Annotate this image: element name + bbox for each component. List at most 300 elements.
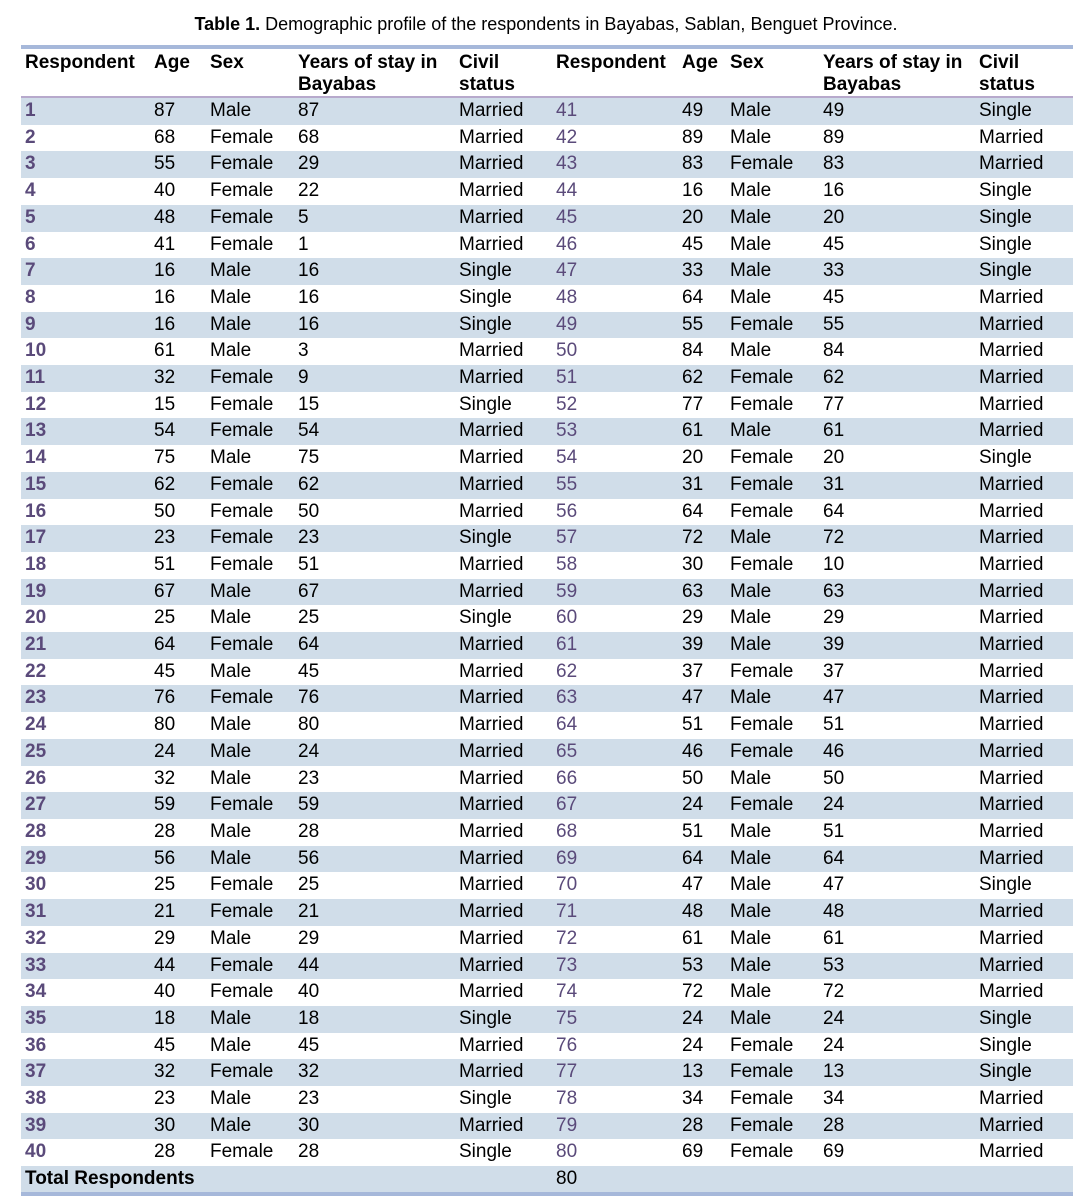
- table-row: [21, 445, 1073, 472]
- cell-age: 18: [150, 1006, 206, 1033]
- cell-sex: Female: [206, 499, 294, 526]
- cell-respondent: 41: [552, 97, 678, 125]
- cell-years: 63: [819, 579, 975, 606]
- cell-respondent: 16: [21, 499, 150, 526]
- table-row: [21, 499, 1073, 526]
- cell-age: 64: [678, 499, 726, 526]
- cell-years: 16: [294, 312, 455, 339]
- table-row: [21, 1059, 1073, 1086]
- cell-years: 72: [819, 979, 975, 1006]
- cell-respondent: 51: [552, 365, 678, 392]
- cell-age: 84: [678, 338, 726, 365]
- cell-respondent: 5: [21, 205, 150, 232]
- cell-years: 28: [294, 1139, 455, 1166]
- cell-years: 84: [819, 338, 975, 365]
- cell-civil: Married: [455, 899, 552, 926]
- cell-civil: Single: [455, 258, 552, 285]
- cell-age: 33: [678, 258, 726, 285]
- cell-years: 76: [294, 685, 455, 712]
- cell-sex: Male: [726, 979, 819, 1006]
- header-age-right: Age: [678, 49, 726, 97]
- cell-respondent: 32: [21, 926, 150, 953]
- cell-years: 10: [819, 552, 975, 579]
- cell-age: 40: [150, 178, 206, 205]
- cell-respondent: 25: [21, 739, 150, 766]
- cell-age: 55: [678, 312, 726, 339]
- cell-respondent: 61: [552, 632, 678, 659]
- table-row: [21, 525, 1073, 552]
- cell-years: 75: [294, 445, 455, 472]
- cell-respondent: 27: [21, 792, 150, 819]
- cell-sex: Female: [726, 445, 819, 472]
- cell-sex: Female: [726, 392, 819, 419]
- cell-sex: Male: [206, 312, 294, 339]
- table-row: [21, 178, 1073, 205]
- cell-sex: Male: [206, 445, 294, 472]
- cell-respondent: 71: [552, 899, 678, 926]
- cell-respondent: 20: [21, 605, 150, 632]
- cell-respondent: 17: [21, 525, 150, 552]
- cell-age: 16: [150, 285, 206, 312]
- cell-civil: Married: [975, 1113, 1073, 1140]
- cell-respondent: 76: [552, 1033, 678, 1060]
- cell-sex: Female: [206, 685, 294, 712]
- cell-respondent: 62: [552, 659, 678, 686]
- cell-sex: Female: [726, 1139, 819, 1166]
- cell-respondent: 11: [21, 365, 150, 392]
- cell-years: 67: [294, 579, 455, 606]
- cell-civil: Married: [455, 418, 552, 445]
- cell-respondent: 45: [552, 205, 678, 232]
- cell-respondent: 7: [21, 258, 150, 285]
- cell-civil: Married: [455, 97, 552, 125]
- cell-civil: Married: [455, 232, 552, 259]
- cell-years: 50: [294, 499, 455, 526]
- cell-years: 64: [294, 632, 455, 659]
- cell-years: 44: [294, 953, 455, 980]
- cell-civil: Married: [975, 685, 1073, 712]
- cell-sex: Female: [726, 1059, 819, 1086]
- cell-years: 69: [819, 1139, 975, 1166]
- cell-sex: Male: [206, 819, 294, 846]
- cell-sex: Male: [726, 579, 819, 606]
- cell-sex: Male: [726, 872, 819, 899]
- cell-sex: Female: [206, 632, 294, 659]
- cell-respondent: 30: [21, 872, 150, 899]
- table-row: [21, 418, 1073, 445]
- cell-age: 24: [678, 1033, 726, 1060]
- cell-civil: Married: [975, 338, 1073, 365]
- cell-sex: Male: [206, 1113, 294, 1140]
- cell-respondent: 47: [552, 258, 678, 285]
- cell-age: 29: [150, 926, 206, 953]
- cell-civil: Married: [975, 899, 1073, 926]
- cell-respondent: 73: [552, 953, 678, 980]
- cell-age: 47: [678, 872, 726, 899]
- cell-sex: Female: [726, 1086, 819, 1113]
- cell-respondent: 6: [21, 232, 150, 259]
- cell-years: 16: [294, 258, 455, 285]
- cell-respondent: 44: [552, 178, 678, 205]
- cell-sex: Female: [726, 792, 819, 819]
- total-row: [21, 1166, 1073, 1194]
- cell-respondent: 35: [21, 1006, 150, 1033]
- cell-age: 28: [678, 1113, 726, 1140]
- cell-age: 87: [150, 97, 206, 125]
- cell-respondent: 40: [21, 1139, 150, 1166]
- cell-age: 55: [150, 151, 206, 178]
- table-row: [21, 712, 1073, 739]
- cell-respondent: 22: [21, 659, 150, 686]
- cell-sex: Female: [206, 472, 294, 499]
- cell-sex: Female: [726, 552, 819, 579]
- cell-years: 25: [294, 872, 455, 899]
- table-row: [21, 766, 1073, 793]
- cell-years: 48: [819, 899, 975, 926]
- cell-years: 29: [294, 151, 455, 178]
- cell-civil: Married: [455, 499, 552, 526]
- cell-sex: Male: [726, 525, 819, 552]
- cell-sex: Male: [206, 766, 294, 793]
- cell-sex: Male: [206, 659, 294, 686]
- cell-respondent: 67: [552, 792, 678, 819]
- cell-civil: Married: [455, 445, 552, 472]
- cell-sex: Female: [726, 365, 819, 392]
- cell-age: 39: [678, 632, 726, 659]
- cell-sex: Male: [726, 232, 819, 259]
- cell-respondent: 26: [21, 766, 150, 793]
- cell-sex: Male: [726, 632, 819, 659]
- cell-age: 51: [678, 819, 726, 846]
- cell-civil: Married: [975, 365, 1073, 392]
- cell-years: 32: [294, 1059, 455, 1086]
- cell-respondent: 13: [21, 418, 150, 445]
- demographic-table: [21, 45, 1073, 1196]
- table-row: [21, 232, 1073, 259]
- cell-years: 34: [819, 1086, 975, 1113]
- cell-sex: Female: [726, 1113, 819, 1140]
- cell-respondent: 66: [552, 766, 678, 793]
- cell-years: 20: [819, 445, 975, 472]
- caption-label: Table 1.: [194, 14, 261, 34]
- cell-sex: Male: [726, 899, 819, 926]
- cell-civil: Married: [975, 285, 1073, 312]
- cell-age: 32: [150, 1059, 206, 1086]
- cell-respondent: 10: [21, 338, 150, 365]
- cell-sex: Male: [726, 338, 819, 365]
- cell-civil: Married: [975, 552, 1073, 579]
- cell-respondent: 65: [552, 739, 678, 766]
- table-row: [21, 258, 1073, 285]
- header-years-line2: Bayabas: [298, 74, 377, 95]
- cell-civil: Single: [455, 1006, 552, 1033]
- cell-civil: Married: [975, 953, 1073, 980]
- cell-respondent: 8: [21, 285, 150, 312]
- cell-age: 64: [678, 285, 726, 312]
- table-row: [21, 1006, 1073, 1033]
- cell-years: 23: [294, 1086, 455, 1113]
- cell-respondent: 12: [21, 392, 150, 419]
- cell-age: 23: [150, 525, 206, 552]
- cell-respondent: 38: [21, 1086, 150, 1113]
- cell-sex: Female: [206, 205, 294, 232]
- cell-sex: Male: [726, 125, 819, 152]
- cell-sex: Female: [726, 312, 819, 339]
- cell-sex: Female: [206, 178, 294, 205]
- cell-sex: Male: [206, 285, 294, 312]
- cell-civil: Single: [975, 1059, 1073, 1086]
- cell-respondent: 55: [552, 472, 678, 499]
- cell-civil: Single: [455, 1086, 552, 1113]
- cell-years: 72: [819, 525, 975, 552]
- cell-years: 64: [819, 846, 975, 873]
- cell-respondent: 39: [21, 1113, 150, 1140]
- cell-years: 89: [819, 125, 975, 152]
- cell-respondent: 15: [21, 472, 150, 499]
- cell-years: 45: [294, 659, 455, 686]
- cell-respondent: 49: [552, 312, 678, 339]
- table-row: [21, 846, 1073, 873]
- table-row: [21, 685, 1073, 712]
- cell-sex: Male: [726, 605, 819, 632]
- table-row: [21, 819, 1073, 846]
- cell-age: 20: [678, 205, 726, 232]
- cell-years: 29: [819, 605, 975, 632]
- cell-respondent: 4: [21, 178, 150, 205]
- cell-civil: Single: [455, 312, 552, 339]
- caption-text: Demographic profile of the respondents in Bayabas, Sablan, Benguet Province.: [260, 14, 898, 34]
- cell-respondent: 75: [552, 1006, 678, 1033]
- cell-civil: Married: [975, 712, 1073, 739]
- cell-respondent: 68: [552, 819, 678, 846]
- cell-sex: Female: [206, 525, 294, 552]
- table-row: [21, 899, 1073, 926]
- table-header: [21, 45, 1073, 97]
- cell-years: 15: [294, 392, 455, 419]
- cell-respondent: 69: [552, 846, 678, 873]
- cell-age: 72: [678, 525, 726, 552]
- table-row: [21, 632, 1073, 659]
- table-row: [21, 552, 1073, 579]
- cell-respondent: 74: [552, 979, 678, 1006]
- cell-sex: Female: [206, 872, 294, 899]
- cell-years: 54: [294, 418, 455, 445]
- cell-age: 45: [150, 659, 206, 686]
- cell-civil: Married: [975, 312, 1073, 339]
- cell-sex: Female: [206, 1139, 294, 1166]
- cell-age: 45: [678, 232, 726, 259]
- cell-respondent: 78: [552, 1086, 678, 1113]
- cell-sex: Male: [726, 685, 819, 712]
- cell-civil: Married: [975, 125, 1073, 152]
- cell-respondent: 33: [21, 953, 150, 980]
- cell-civil: Married: [455, 125, 552, 152]
- cell-years: 50: [819, 766, 975, 793]
- cell-years: 5: [294, 205, 455, 232]
- cell-age: 46: [678, 739, 726, 766]
- header-sex-left: Sex: [206, 49, 294, 97]
- cell-sex: Female: [206, 899, 294, 926]
- cell-sex: Male: [726, 205, 819, 232]
- cell-age: 50: [150, 499, 206, 526]
- cell-sex: Female: [206, 365, 294, 392]
- cell-years: 61: [819, 418, 975, 445]
- cell-civil: Married: [975, 525, 1073, 552]
- cell-respondent: 72: [552, 926, 678, 953]
- cell-sex: Female: [206, 1059, 294, 1086]
- cell-sex: Male: [206, 1086, 294, 1113]
- cell-age: 32: [150, 365, 206, 392]
- cell-civil: Married: [975, 418, 1073, 445]
- cell-years: 61: [819, 926, 975, 953]
- cell-years: 25: [294, 605, 455, 632]
- cell-civil: Married: [455, 1113, 552, 1140]
- cell-respondent: 54: [552, 445, 678, 472]
- cell-age: 61: [678, 926, 726, 953]
- cell-civil: Single: [455, 605, 552, 632]
- cell-age: 15: [150, 392, 206, 419]
- cell-age: 48: [150, 205, 206, 232]
- table-row: [21, 739, 1073, 766]
- cell-civil: Married: [455, 579, 552, 606]
- cell-civil: Married: [455, 953, 552, 980]
- cell-respondent: 58: [552, 552, 678, 579]
- cell-years: 68: [294, 125, 455, 152]
- cell-years: 24: [294, 739, 455, 766]
- cell-age: 31: [678, 472, 726, 499]
- cell-respondent: 79: [552, 1113, 678, 1140]
- cell-sex: Female: [206, 792, 294, 819]
- cell-civil: Married: [975, 659, 1073, 686]
- cell-age: 40: [150, 979, 206, 1006]
- cell-sex: Female: [206, 125, 294, 152]
- cell-years: 64: [819, 499, 975, 526]
- cell-years: 23: [294, 525, 455, 552]
- cell-sex: Male: [206, 1006, 294, 1033]
- table-row: [21, 151, 1073, 178]
- cell-age: 24: [150, 739, 206, 766]
- table-row: [21, 872, 1073, 899]
- table-row: [21, 97, 1073, 125]
- table-row: [21, 792, 1073, 819]
- cell-years: 59: [294, 792, 455, 819]
- cell-age: 25: [150, 872, 206, 899]
- table-row: [21, 312, 1073, 339]
- header-sex-right: Sex: [726, 49, 819, 97]
- cell-civil: Married: [975, 632, 1073, 659]
- cell-civil: Married: [975, 605, 1073, 632]
- cell-age: 77: [678, 392, 726, 419]
- cell-civil: Married: [975, 846, 1073, 873]
- cell-age: 76: [150, 685, 206, 712]
- header-years-left: [294, 49, 455, 97]
- table-row: [21, 1113, 1073, 1140]
- cell-respondent: 36: [21, 1033, 150, 1060]
- cell-age: 21: [150, 899, 206, 926]
- cell-years: 77: [819, 392, 975, 419]
- cell-sex: Female: [206, 392, 294, 419]
- cell-sex: Male: [726, 819, 819, 846]
- cell-civil: Married: [455, 151, 552, 178]
- header-civil-line1: Civil: [979, 52, 1020, 73]
- header-age-left: Age: [150, 49, 206, 97]
- cell-civil: Married: [455, 632, 552, 659]
- cell-civil: Married: [455, 979, 552, 1006]
- cell-age: 16: [150, 312, 206, 339]
- cell-sex: Female: [206, 953, 294, 980]
- cell-years: 21: [294, 899, 455, 926]
- cell-age: 45: [150, 1033, 206, 1060]
- cell-years: 62: [819, 365, 975, 392]
- cell-civil: Married: [455, 846, 552, 873]
- cell-sex: Male: [206, 739, 294, 766]
- cell-age: 24: [678, 1006, 726, 1033]
- cell-sex: Female: [726, 151, 819, 178]
- cell-sex: Male: [206, 846, 294, 873]
- cell-sex: Male: [726, 846, 819, 873]
- cell-civil: Married: [455, 659, 552, 686]
- cell-years: 47: [819, 872, 975, 899]
- cell-respondent: 9: [21, 312, 150, 339]
- cell-respondent: 60: [552, 605, 678, 632]
- table-row: [21, 605, 1073, 632]
- cell-age: 54: [150, 418, 206, 445]
- cell-sex: Male: [206, 579, 294, 606]
- cell-age: 34: [678, 1086, 726, 1113]
- cell-civil: Married: [975, 979, 1073, 1006]
- cell-civil: Married: [455, 338, 552, 365]
- cell-age: 48: [678, 899, 726, 926]
- cell-respondent: 24: [21, 712, 150, 739]
- cell-years: 33: [819, 258, 975, 285]
- cell-age: 56: [150, 846, 206, 873]
- table-row: [21, 205, 1073, 232]
- cell-sex: Female: [206, 232, 294, 259]
- table-row: [21, 1086, 1073, 1113]
- cell-age: 29: [678, 605, 726, 632]
- cell-respondent: 3: [21, 151, 150, 178]
- cell-respondent: 43: [552, 151, 678, 178]
- table-row: [21, 472, 1073, 499]
- table-row: [21, 953, 1073, 980]
- cell-civil: Married: [455, 1059, 552, 1086]
- cell-sex: Male: [206, 258, 294, 285]
- header-years-line1: Years of stay in: [298, 52, 438, 73]
- cell-age: 47: [678, 685, 726, 712]
- header-civil-line2: status: [459, 74, 515, 95]
- cell-age: 37: [678, 659, 726, 686]
- cell-years: 49: [819, 97, 975, 125]
- total-value: 80: [552, 1166, 1073, 1194]
- cell-civil: Married: [975, 151, 1073, 178]
- cell-age: 23: [150, 1086, 206, 1113]
- cell-respondent: 34: [21, 979, 150, 1006]
- cell-years: 83: [819, 151, 975, 178]
- cell-respondent: 70: [552, 872, 678, 899]
- cell-civil: Married: [455, 766, 552, 793]
- cell-years: 24: [819, 1033, 975, 1060]
- cell-age: 62: [678, 365, 726, 392]
- header-years-line1: Years of stay in: [823, 52, 963, 73]
- cell-age: 89: [678, 125, 726, 152]
- cell-years: 30: [294, 1113, 455, 1140]
- cell-sex: Male: [206, 605, 294, 632]
- cell-civil: Married: [975, 579, 1073, 606]
- cell-civil: Married: [975, 819, 1073, 846]
- cell-civil: Married: [975, 739, 1073, 766]
- cell-age: 51: [150, 552, 206, 579]
- table-row: [21, 392, 1073, 419]
